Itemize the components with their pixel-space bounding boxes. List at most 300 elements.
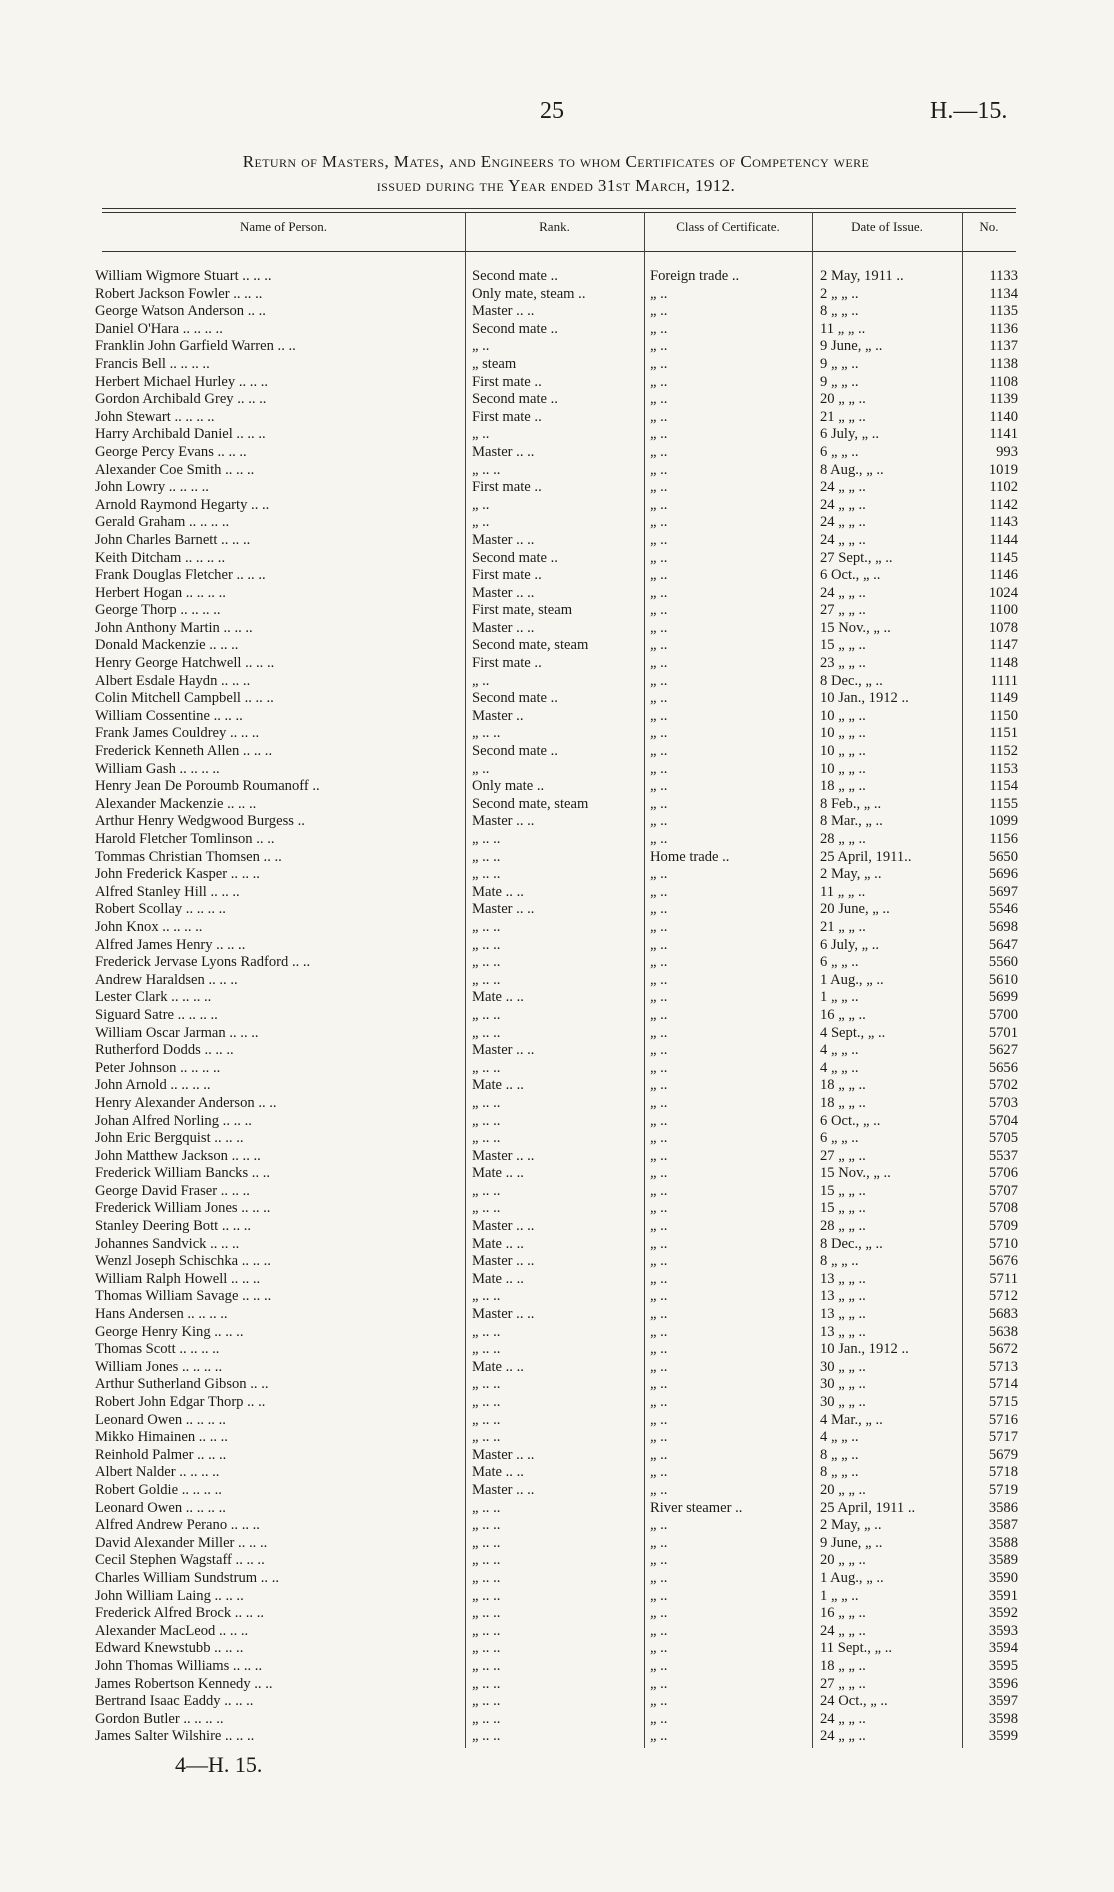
cell-rank: „ .. .. — [472, 1006, 501, 1023]
cell-date: 1 „ „ .. — [820, 989, 859, 1006]
table-row — [0, 901, 1114, 919]
cell-class: „ .. — [650, 1657, 668, 1674]
cell-rank: Mate .. .. — [472, 1270, 524, 1287]
cell-class: „ .. — [650, 655, 668, 672]
table-row — [0, 1447, 1114, 1465]
cell-date: 13 „ „ .. — [820, 1306, 866, 1323]
cell-number: 5610 — [988, 971, 1018, 988]
cell-name: George Watson Anderson .. .. — [95, 303, 266, 320]
cell-name: Henry Jean De Poroumb Roumanoff .. — [95, 778, 320, 795]
cell-rank: „ .. .. — [472, 1130, 501, 1147]
cell-date: 15 „ „ .. — [820, 1200, 866, 1217]
table-row — [0, 1253, 1114, 1271]
cell-date: 6 Oct., „ .. — [820, 567, 881, 584]
cell-name: Robert Goldie .. .. .. .. — [95, 1481, 222, 1498]
cell-name: Cecil Stephen Wagstaff .. .. .. — [95, 1552, 265, 1569]
cell-rank: „ .. .. — [472, 1657, 501, 1674]
cell-rank: „ .. .. — [472, 1200, 501, 1217]
cell-number: 5696 — [988, 866, 1018, 883]
cell-name: Frederick William Bancks .. .. — [95, 1165, 271, 1182]
cell-name: Harry Archibald Daniel .. .. .. — [95, 426, 266, 443]
document-title — [96, 150, 1016, 198]
cell-class: „ .. — [650, 866, 668, 883]
cell-date: 24 „ „ .. — [820, 1622, 866, 1639]
table-row — [0, 620, 1114, 638]
cell-class: „ .. — [650, 1710, 668, 1727]
cell-date: 6 „ „ .. — [820, 1130, 859, 1147]
table-row — [0, 813, 1114, 831]
table-row — [0, 321, 1114, 339]
cell-date: 18 „ „ .. — [820, 1657, 866, 1674]
cell-class: „ .. — [650, 883, 668, 900]
cell-class: „ .. — [650, 373, 668, 390]
cell-rank: Only mate, steam .. — [472, 285, 586, 302]
cell-name: William Wigmore Stuart .. .. .. — [95, 268, 272, 284]
cell-number: 1147 — [989, 637, 1018, 654]
table-row — [0, 1535, 1114, 1553]
cell-rank: Master .. .. — [472, 443, 535, 460]
cell-class: „ .. — [650, 1130, 668, 1147]
cell-number: 3586 — [988, 1499, 1018, 1516]
cell-class: „ .. — [650, 1728, 668, 1745]
cell-class: „ .. — [650, 1306, 668, 1323]
cell-class: „ .. — [650, 1235, 668, 1252]
cell-rank: Master .. .. — [472, 1446, 535, 1463]
cell-date: 11 Sept., „ .. — [820, 1640, 893, 1657]
cell-rank: Master .. — [472, 707, 524, 724]
cell-number: 1133 — [989, 268, 1018, 284]
cell-name: John Arnold .. .. .. .. — [95, 1077, 211, 1094]
cell-date: 24 Oct., „ .. — [820, 1693, 888, 1710]
cell-number: 5679 — [988, 1446, 1018, 1463]
cell-name: Gordon Butler .. .. .. .. — [95, 1710, 224, 1727]
cell-rank: First mate .. — [472, 408, 542, 425]
cell-class: „ .. — [650, 1481, 668, 1498]
cell-name: Edward Knewstubb .. .. .. — [95, 1640, 244, 1657]
cell-number: 3592 — [988, 1605, 1018, 1622]
table-row — [0, 1658, 1114, 1676]
cell-rank: Mate .. .. — [472, 1464, 524, 1481]
cell-date: 24 „ „ .. — [820, 584, 866, 601]
cell-date: 20 „ „ .. — [820, 1481, 866, 1498]
cell-class: „ .. — [650, 1429, 668, 1446]
cell-number: 5718 — [988, 1464, 1018, 1481]
cell-class: „ .. — [650, 1693, 668, 1710]
cell-number: 5700 — [988, 1006, 1018, 1023]
cell-class: „ .. — [650, 1587, 668, 1604]
cell-date: 23 „ „ .. — [820, 655, 866, 672]
table-row — [0, 989, 1114, 1007]
cell-name: Donald Mackenzie .. .. .. — [95, 637, 239, 654]
cell-name: David Alexander Miller .. .. .. — [95, 1534, 268, 1551]
cell-name: Frank Douglas Fletcher .. .. .. — [95, 567, 266, 584]
cell-number: 1136 — [989, 320, 1018, 337]
title-line-1: Return of Masters, Mates, and Engineers to whom Certificates of Competency were — [242, 152, 870, 171]
cell-name: Arnold Raymond Hegarty .. .. — [95, 496, 270, 513]
cell-name: George Henry King .. .. .. — [95, 1323, 244, 1340]
cell-number: 5703 — [988, 1094, 1018, 1111]
cell-name: John Charles Barnett .. .. .. — [95, 531, 251, 548]
cell-class: „ .. — [650, 1077, 668, 1094]
cell-name: Harold Fletcher Tomlinson .. .. — [95, 831, 275, 847]
cell-rank: „ .. .. — [472, 1552, 501, 1569]
cell-class: „ .. — [650, 672, 668, 689]
cell-rank: Master .. .. — [472, 1481, 535, 1498]
cell-number: 5715 — [988, 1394, 1018, 1410]
cell-date: 6 „ „ .. — [820, 954, 859, 971]
cell-number: 3593 — [988, 1622, 1018, 1639]
cell-rank: Master .. .. — [472, 303, 535, 320]
cell-number: 1019 — [988, 461, 1018, 478]
table-row — [0, 1359, 1114, 1377]
cell-class: „ .. — [650, 1517, 668, 1534]
cell-number: 993 — [996, 443, 1018, 460]
cell-class: „ .. — [650, 1165, 668, 1182]
cell-name: George Thorp .. .. .. .. — [95, 602, 221, 619]
table-row — [0, 761, 1114, 779]
table-row — [0, 1500, 1114, 1518]
cell-number: 3596 — [988, 1675, 1018, 1692]
cell-name: James Robertson Kennedy .. .. — [95, 1675, 273, 1692]
cell-rank: „ .. .. — [472, 1569, 501, 1586]
table-row — [0, 1288, 1114, 1306]
table-row — [0, 866, 1114, 884]
table-row — [0, 532, 1114, 550]
cell-name: Rutherford Dodds .. .. .. — [95, 1042, 234, 1059]
cell-date: 27 „ „ .. — [820, 602, 866, 619]
table-row — [0, 778, 1114, 796]
cell-rank: Master .. .. — [472, 1218, 535, 1235]
cell-name: John Stewart .. .. .. .. — [95, 408, 215, 425]
cell-number: 1143 — [989, 514, 1018, 531]
cell-number: 1141 — [989, 426, 1018, 443]
cell-class: „ .. — [650, 813, 668, 830]
table-row — [0, 972, 1114, 990]
cell-class: „ .. — [650, 461, 668, 478]
cell-name: Johan Alfred Norling .. .. .. — [95, 1112, 252, 1129]
cell-name: Arthur Henry Wedgwood Burgess .. — [95, 813, 305, 830]
table-row — [0, 1165, 1114, 1183]
cell-rank: Mate .. .. — [472, 989, 524, 1006]
cell-class: „ .. — [650, 1358, 668, 1375]
cell-number: 5676 — [988, 1253, 1018, 1270]
cell-date: 4 „ „ .. — [820, 1042, 859, 1059]
cell-date: 9 „ „ .. — [820, 373, 859, 390]
cell-rank: Master .. .. — [472, 531, 535, 548]
table-row — [0, 1376, 1114, 1394]
cell-class: Foreign trade .. — [650, 268, 740, 284]
cell-rank: Master .. .. — [472, 813, 535, 830]
cell-rank: „ .. .. — [472, 1622, 501, 1639]
cell-rank: „ .. .. — [472, 1341, 501, 1358]
cell-number: 5638 — [988, 1323, 1018, 1340]
cell-number: 5546 — [988, 901, 1018, 918]
table-row — [0, 849, 1114, 867]
table-row — [0, 567, 1114, 585]
cell-number: 3594 — [988, 1640, 1018, 1657]
cell-name: Frank James Couldrey .. .. .. — [95, 725, 260, 742]
table-row — [0, 919, 1114, 937]
cell-rank: Mate .. .. — [472, 1358, 524, 1375]
cell-rank: „ .. .. — [472, 1024, 501, 1041]
cell-rank: First mate, steam — [472, 602, 573, 619]
table-row — [0, 1095, 1114, 1113]
cell-name: Albert Esdale Haydn .. .. .. — [95, 672, 251, 689]
cell-class: „ .. — [650, 1446, 668, 1463]
table-row — [0, 585, 1114, 603]
cell-number: 1024 — [988, 584, 1018, 601]
table-row — [0, 1306, 1114, 1324]
cell-name: George Percy Evans .. .. .. — [95, 443, 247, 460]
table-row — [0, 1412, 1114, 1430]
table-row — [0, 1605, 1114, 1623]
cell-number: 1145 — [989, 549, 1018, 566]
cell-class: „ .. — [650, 795, 668, 812]
table-row — [0, 1482, 1114, 1500]
cell-date: 8 „ „ .. — [820, 1464, 859, 1481]
cell-rank: „ .. .. — [472, 1288, 501, 1305]
table-row — [0, 356, 1114, 374]
cell-date: 6 July, „ .. — [820, 426, 880, 443]
cell-class: „ .. — [650, 637, 668, 654]
cell-number: 1156 — [989, 831, 1018, 847]
table-row — [0, 1218, 1114, 1236]
cell-class: „ .. — [650, 1464, 668, 1481]
cell-name: Robert Scollay .. .. .. .. — [95, 901, 226, 918]
cell-rank: „ .. .. — [472, 954, 501, 971]
cell-number: 1146 — [989, 567, 1018, 584]
table-row — [0, 1324, 1114, 1342]
cell-date: 20 „ „ .. — [820, 391, 866, 408]
cell-class: Home trade .. — [650, 848, 730, 865]
cell-date: 16 „ „ .. — [820, 1605, 866, 1622]
cell-class: „ .. — [650, 1042, 668, 1059]
table-row — [0, 462, 1114, 480]
cell-date: 8 Aug., „ .. — [820, 461, 884, 478]
cell-class: „ .. — [650, 549, 668, 566]
cell-date: 30 „ „ .. — [820, 1394, 866, 1410]
cell-class: „ .. — [650, 743, 668, 760]
cell-rank: „ .. .. — [472, 1587, 501, 1604]
cell-name: Henry George Hatchwell .. .. .. — [95, 655, 275, 672]
table-row — [0, 303, 1114, 321]
cell-name: Alexander Coe Smith .. .. .. — [95, 461, 255, 478]
cell-date: 15 Nov., „ .. — [820, 619, 891, 636]
signature-mark: 4—H. 15. — [175, 1752, 263, 1777]
cell-name: Gerald Graham .. .. .. .. — [95, 514, 230, 531]
cell-name: Robert Jackson Fowler .. .. .. — [95, 285, 263, 302]
cell-number: 1078 — [988, 619, 1018, 636]
cell-class: „ .. — [650, 1024, 668, 1041]
cell-date: 15 „ „ .. — [820, 1182, 866, 1199]
cell-rank: „ .. — [472, 760, 490, 777]
cell-rank: „ .. .. — [472, 918, 501, 935]
cell-name: Herbert Michael Hurley .. .. .. — [95, 373, 269, 390]
cell-number: 1154 — [989, 778, 1018, 795]
cell-class: „ .. — [650, 1182, 668, 1199]
cell-number: 1137 — [989, 338, 1018, 355]
cell-number: 3587 — [988, 1517, 1018, 1534]
table-row — [0, 391, 1114, 409]
cell-class: „ .. — [650, 303, 668, 320]
column-header-rank: Rank. — [539, 219, 570, 234]
cell-date: 2 May, „ .. — [820, 866, 882, 883]
cell-number: 5537 — [988, 1147, 1018, 1164]
cell-date: 9 June, „ .. — [820, 1534, 883, 1551]
cell-date: 30 „ „ .. — [820, 1358, 866, 1375]
cell-rank: „ .. .. — [472, 971, 501, 988]
cell-date: 30 „ „ .. — [820, 1376, 866, 1393]
cell-rank: Second mate .. — [472, 391, 558, 408]
table-row — [0, 1183, 1114, 1201]
cell-class: „ .. — [650, 408, 668, 425]
cell-class: „ .. — [650, 619, 668, 636]
cell-name: Bertrand Isaac Eaddy .. .. .. — [95, 1693, 254, 1710]
cell-date: 27 Sept., „ .. — [820, 549, 893, 566]
cell-date: 20 „ „ .. — [820, 1552, 866, 1569]
cell-class: „ .. — [650, 1605, 668, 1622]
table-row — [0, 374, 1114, 392]
cell-name: Arthur Sutherland Gibson .. .. — [95, 1376, 269, 1393]
cell-number: 5683 — [988, 1306, 1018, 1323]
cell-number: 5710 — [988, 1235, 1018, 1252]
table-row — [0, 708, 1114, 726]
cell-name: Franklin John Garfield Warren .. .. — [95, 338, 296, 355]
cell-date: 18 „ „ .. — [820, 1077, 866, 1094]
cell-number: 5699 — [988, 989, 1018, 1006]
cell-rank: „ .. .. — [472, 866, 501, 883]
cell-date: 15 Nov., „ .. — [820, 1165, 891, 1182]
cell-class: „ .. — [650, 320, 668, 337]
cell-number: 5716 — [988, 1411, 1018, 1428]
cell-rank: Second mate .. — [472, 690, 558, 707]
cell-name: Alexander Mackenzie .. .. .. — [95, 795, 257, 812]
cell-class: „ .. — [650, 1200, 668, 1217]
cell-date: 8 „ „ .. — [820, 1253, 859, 1270]
cell-class: „ .. — [650, 690, 668, 707]
cell-rank: „ .. .. — [472, 1094, 501, 1111]
cell-number: 5650 — [988, 848, 1018, 865]
cell-number: 5560 — [988, 954, 1018, 971]
table-row — [0, 937, 1114, 955]
cell-date: 8 Dec., „ .. — [820, 1235, 883, 1252]
cell-class: „ .. — [650, 1622, 668, 1639]
cell-name: Alexander MacLeod .. .. .. — [95, 1622, 249, 1639]
table-row — [0, 497, 1114, 515]
table-row — [0, 1130, 1114, 1148]
cell-number: 5706 — [988, 1165, 1018, 1182]
cell-rank: Second mate .. — [472, 743, 558, 760]
cell-number: 3599 — [988, 1728, 1018, 1745]
cell-class: „ .. — [650, 1006, 668, 1023]
cell-name: Gordon Archibald Grey .. .. .. — [95, 391, 267, 408]
cell-rank: „ .. .. — [472, 725, 501, 742]
cell-number: 1153 — [989, 760, 1018, 777]
cell-class: „ .. — [650, 391, 668, 408]
column-header-class: Class of Certificate. — [676, 219, 780, 234]
cell-rank: First mate .. — [472, 373, 542, 390]
cell-date: 4 Mar., „ .. — [820, 1411, 883, 1428]
cell-number: 5627 — [988, 1042, 1018, 1059]
cell-class: „ .. — [650, 707, 668, 724]
title-line-2: issued during the Year ended 31st March, 1912. — [376, 176, 736, 195]
cell-number: 1148 — [989, 655, 1018, 672]
table-row — [0, 1007, 1114, 1025]
cell-date: 8 „ „ .. — [820, 1446, 859, 1463]
cell-name: George David Fraser .. .. .. — [95, 1182, 250, 1199]
cell-class: „ .. — [650, 1411, 668, 1428]
cell-date: 15 „ „ .. — [820, 637, 866, 654]
table-row — [0, 673, 1114, 691]
table-row — [0, 743, 1114, 761]
cell-date: 4 „ „ .. — [820, 1429, 859, 1446]
cell-name: Thomas Scott .. .. .. .. — [95, 1341, 220, 1358]
cell-date: 21 „ „ .. — [820, 408, 866, 425]
cell-name: Francis Bell .. .. .. .. — [95, 355, 210, 372]
cell-rank: „ .. .. — [472, 461, 501, 478]
cell-class: „ .. — [650, 1270, 668, 1287]
table-row — [0, 725, 1114, 743]
cell-class: „ .. — [650, 338, 668, 355]
cell-class: „ .. — [650, 760, 668, 777]
cell-name: Hans Andersen .. .. .. .. — [95, 1306, 228, 1323]
cell-date: 10 „ „ .. — [820, 743, 866, 760]
table-row — [0, 1552, 1114, 1570]
cell-class: „ .. — [650, 831, 668, 847]
table-row — [0, 1060, 1114, 1078]
table-row — [0, 1394, 1114, 1412]
cell-name: Albert Nalder .. .. .. .. — [95, 1464, 220, 1481]
cell-date: 28 „ „ .. — [820, 1218, 866, 1235]
cell-date: 10 „ „ .. — [820, 760, 866, 777]
cell-rank: Second mate, steam — [472, 795, 589, 812]
cell-rank: „ .. — [472, 672, 490, 689]
cell-number: 5708 — [988, 1200, 1018, 1217]
cell-rank: Master .. .. — [472, 584, 535, 601]
cell-number: 5647 — [988, 936, 1018, 953]
cell-number: 3590 — [988, 1569, 1018, 1586]
cell-number: 5656 — [988, 1059, 1018, 1076]
cell-number: 5711 — [989, 1270, 1018, 1287]
cell-rank: Only mate .. — [472, 778, 545, 795]
cell-date: 13 „ „ .. — [820, 1323, 866, 1340]
cell-name: Keith Ditcham .. .. .. .. — [95, 549, 226, 566]
cell-number: 1155 — [989, 795, 1018, 812]
table-row — [0, 1623, 1114, 1641]
cell-rank: „ .. — [472, 514, 490, 531]
cell-date: 2 May, 1911 .. — [820, 268, 904, 284]
cell-date: 1 Aug., „ .. — [820, 1569, 884, 1586]
cell-number: 5705 — [988, 1130, 1018, 1147]
cell-class: „ .. — [650, 1059, 668, 1076]
cell-class: „ .. — [650, 567, 668, 584]
cell-number: 5714 — [988, 1376, 1018, 1393]
cell-date: 4 „ „ .. — [820, 1059, 859, 1076]
cell-name: Thomas William Savage .. .. .. — [95, 1288, 272, 1305]
cell-class: „ .. — [650, 1394, 668, 1410]
cell-name: Alfred Andrew Perano .. .. .. — [95, 1517, 260, 1534]
cell-name: John Frederick Kasper .. .. .. — [95, 866, 260, 883]
cell-class: „ .. — [650, 1288, 668, 1305]
table-row — [0, 550, 1114, 568]
table-row — [0, 1429, 1114, 1447]
cell-date: 24 „ „ .. — [820, 514, 866, 531]
cell-class: River steamer .. — [650, 1499, 743, 1516]
cell-date: 24 „ „ .. — [820, 1728, 866, 1745]
cell-class: „ .. — [650, 1147, 668, 1164]
cell-rank: „ .. .. — [472, 1605, 501, 1622]
cell-class: „ .. — [650, 954, 668, 971]
